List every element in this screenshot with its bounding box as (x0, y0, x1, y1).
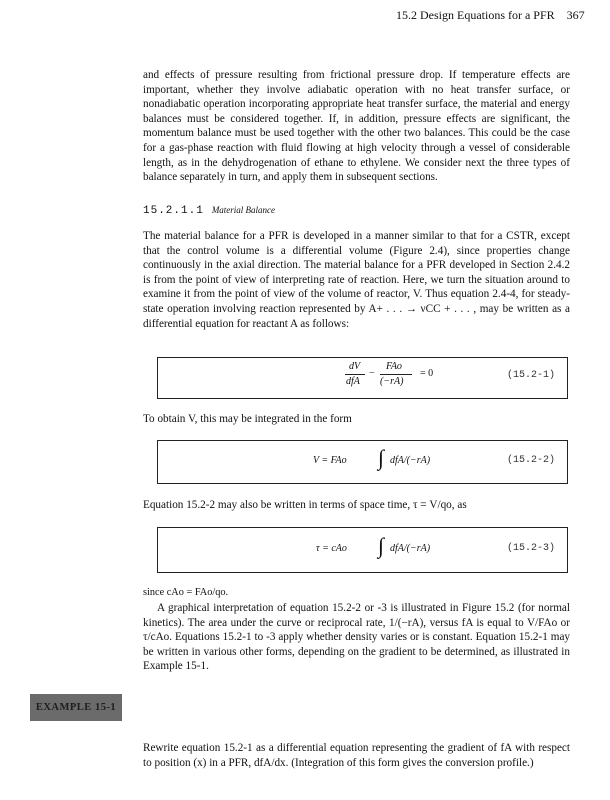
eq3-integral-sign: ∫ (378, 533, 385, 558)
graphical-interpretation-paragraph: A graphical interpretation of equation 15.2-2 or -3 is illustrated in Figure 15.2 (for normal kinetics). The area under the curve or reciprocal rate, 1/(−rA), versus fA is equal to V/FAo or τ/cAo. Equations 15.2-1 to -3 apply whether density varies or is constant. Equation 15.2-1 may be written in various other forms, depending on the gradient to be determined, as illustrated in Example 15-1. (143, 602, 570, 673)
eq3-integrand: dfA/(−rA) (390, 543, 431, 554)
eq2-tag: (15.2-2) (506, 455, 555, 466)
subsection-title: Material Balance (211, 205, 276, 215)
eq2-integrand: dfA/(−rA) (390, 455, 431, 466)
eq1-minus: − (369, 368, 375, 379)
equation-15-2-1-box (157, 357, 568, 399)
example-label: EXAMPLE 15-1 (35, 702, 117, 713)
material-balance-paragraph: The material balance for a PFR is developed in a manner similar to that for a CSTR, except that the control volume is a differential volume (Figure 2.4), since properties change continuously in the axial direction. The material balance for a PFR developed in Section 2.4.2 is from the point of view of interpreting rate of reaction. Here, we turn the situation around to examine it from the point of view of the volume of reactor, V. Thus equation 2.4-4, for steady-state operation involving reaction represented by A+ . . . → νCC + . . . , may be written as a differential equation for reactant A as follows: (143, 230, 570, 330)
example-label-box (30, 694, 122, 721)
page-number: 367 (566, 8, 585, 22)
eq2-integral-sign: ∫ (378, 445, 385, 470)
eq1-lhs-numerator: dV (349, 361, 361, 372)
eq3-tag: (15.2-3) (506, 543, 555, 554)
eq1-equals-zero: = 0 (420, 368, 434, 379)
running-header (396, 8, 585, 23)
equation-15-2-3-box (157, 527, 568, 573)
section-title: 15.2 Design Equations for a PFR (396, 8, 555, 22)
eq1-rhs-fraction-bar (380, 374, 412, 375)
eq1-lhs-fraction-bar (345, 374, 365, 375)
integrate-text: To obtain V, this may be integrated in the form (143, 413, 352, 425)
subsection-number: 15.2.1.1 (143, 205, 204, 217)
space-time-text: Equation 15.2-2 may also be written in terms of space time, τ = V/qo, as (143, 499, 467, 511)
eq1-rhs-denominator: (−rA) (380, 376, 404, 387)
eq2-lhs: V = FAo (313, 455, 347, 466)
subsection-heading (143, 204, 275, 217)
eq1-rhs-numerator: FAo (386, 361, 402, 372)
eq3-lhs: τ = cAo (316, 543, 347, 554)
eq1-lhs-denominator: dfA (346, 376, 360, 387)
example-text: Rewrite equation 15.2-1 as a differential equation representing the gradient of fA with respect to position (x) in a PFR, dfA/dx. (Integration of this form gives the conversion profile.) (143, 742, 570, 769)
intro-paragraph: and effects of pressure resulting from frictional pressure drop. If temperature effects are important, whether they involve adiabatic operation with no heat transfer surface, or nonadiabatic operation incorporating appropriate heat transfer surface, the material and energy balances must be considered together. If, in addition, pressure effects are significant, the momentum balance must be used together with the other two balances. This could be the case for a gas-phase reaction with fluid flowing at high velocity through a vessel of considerable length, as in the dehydrogenation of ethane to ethylene. We consider next the three types of balance separately in turn, and apply them in subsequent sections. (143, 69, 570, 184)
equation-15-2-2-box (157, 440, 568, 484)
eq1-tag: (15.2-1) (506, 370, 555, 381)
since-line: since cAo = FAo/qo. (143, 587, 229, 598)
